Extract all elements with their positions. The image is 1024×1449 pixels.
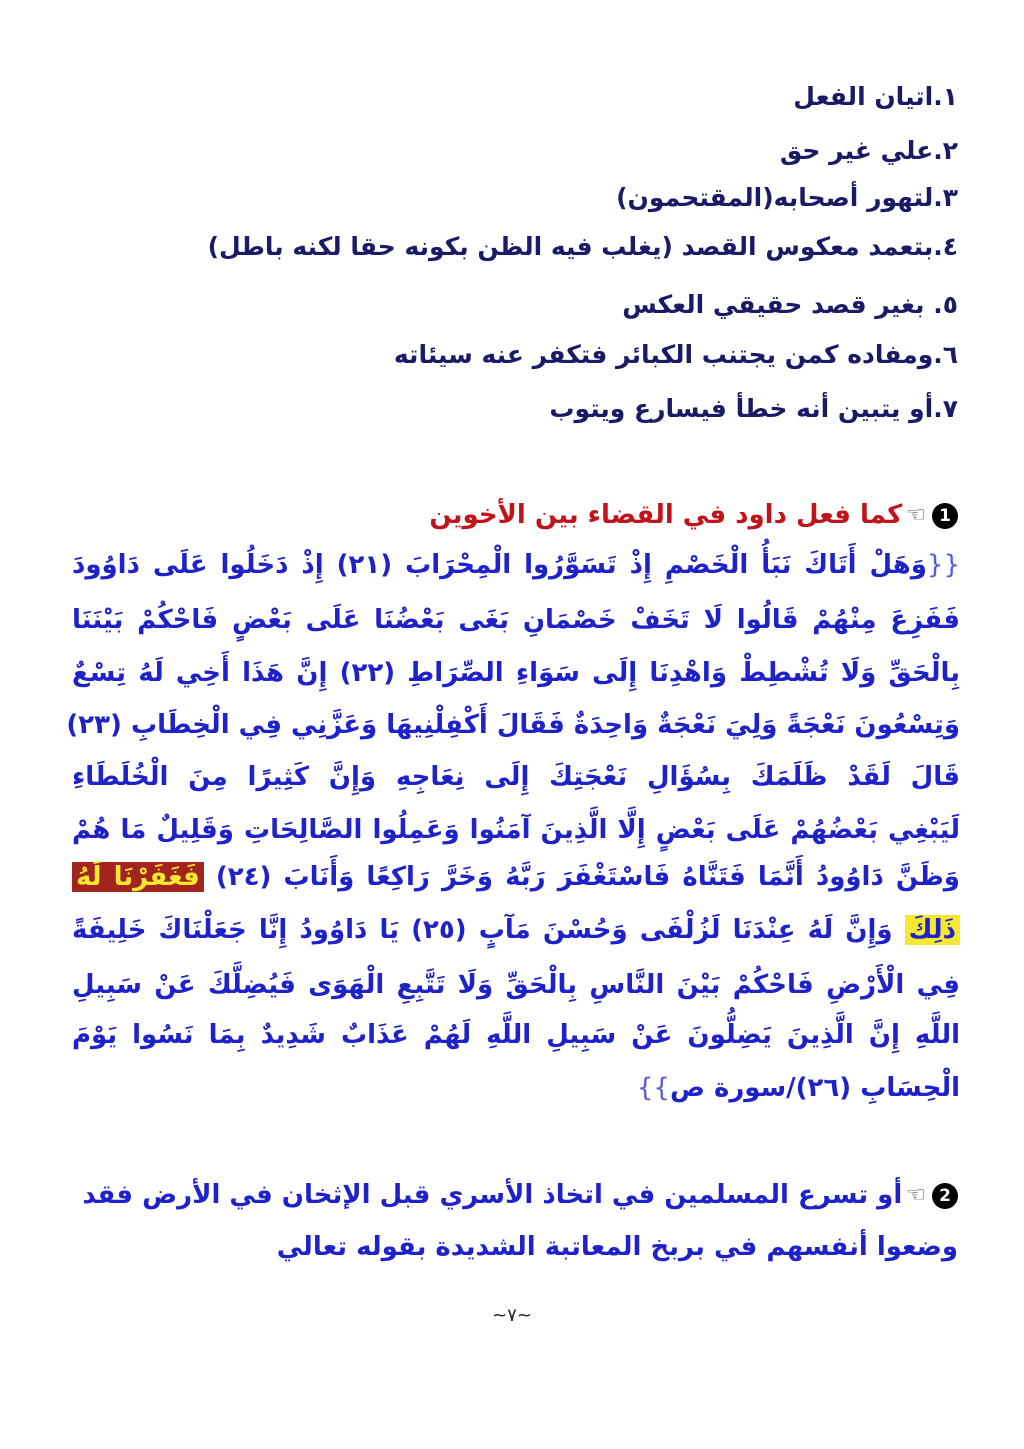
highlight-red-text: فَغَفَرْنَا لَهُ <box>72 862 204 892</box>
verse-line-1 <box>72 550 960 580</box>
verse-last-text: الْحِسَابِ (٢٦)/سورة ص <box>669 1073 960 1103</box>
brace-close: }} <box>636 1073 670 1103</box>
verse-line-3: بِالْحَقِّ وَلَا تُشْطِطْ وَاهْدِنَا إِلَى سَوَاءِ الصِّرَاطِ (٢٢) إِنَّ هَذَا أَخِي لَهُ تِسْعٌ <box>72 658 960 688</box>
verse-line-6: لَيَبْغِي بَعْضُهُمْ عَلَى بَعْضٍ إِلَّا الَّذِينَ آمَنُوا وَعَمِلُوا الصَّالِحَاتِ وَقَلِيلٌ مَا هُمْ <box>72 815 960 845</box>
verse-line-7 <box>72 862 960 892</box>
verse-line-8 <box>72 915 960 945</box>
list-item-2: ٢.علي غير حق <box>779 136 958 165</box>
list-item-7: ٧.أو يتبين أنه خطأ فيسارع ويتوب <box>549 394 958 423</box>
highlight-yellow-text: ذَلِكَ <box>905 915 960 945</box>
verse-line-9: فِي الْأَرْضِ فَاحْكُمْ بَيْنَ النَّاسِ بِالْحَقِّ وَلَا تَتَّبِعِ الْهَوَى فَيُضِلَّكَ عَنْ سَبِيلِ <box>72 970 960 1000</box>
section1-heading <box>429 500 958 530</box>
section1-title: كما فعل داود في القضاء بين الأخوين <box>429 500 903 530</box>
section2-line-1 <box>82 1180 958 1210</box>
list-item-5: ٥. بغير قصد حقيقي العكس <box>622 290 958 319</box>
verse-line-11 <box>637 1073 960 1103</box>
verse-text: وَهَلْ أَتَاكَ نَبَأُ الْخَصْمِ إِذْ تَسَوَّرُوا الْمِحْرَابَ (٢١) إِذْ دَخَلُوا عَلَى دَاوُودَ <box>72 550 927 580</box>
page-number: ~٧~ <box>492 1305 532 1326</box>
section2-line-2: وضعوا أنفسهم في بربخ المعاتبة الشديدة بقوله تعالي <box>276 1232 958 1262</box>
pointing-hand-icon: ☜ <box>906 503 926 528</box>
verse-line-10: اللَّهِ إِنَّ الَّذِينَ يَضِلُّونَ عَنْ سَبِيلِ اللَّهِ لَهُمْ عَذَابٌ شَدِيدٌ بِمَا نَسُوا يَوْمَ <box>72 1020 960 1050</box>
bullet-one-icon: 1 <box>932 503 958 529</box>
brace-open: {{ <box>926 550 961 580</box>
list-item-6: ٦.ومفاده كمن يجتنب الكبائر فتكفر عنه سيئاته <box>393 340 958 369</box>
verse-line-5: قَالَ لَقَدْ ظَلَمَكَ بِسُؤَالِ نَعْجَتِكَ إِلَى نِعَاجِهِ وَإِنَّ كَثِيرًا مِنَ الْخُلَطَاءِ <box>72 762 960 792</box>
list-item-1: ١.اتيان الفعل <box>793 82 958 111</box>
verse-line-8-text: وَإِنَّ لَهُ عِنْدَنَا لَزُلْفَى وَحُسْنَ مَآبٍ (٢٥) يَا دَاوُودُ إِنَّا جَعَلْنَاكَ خَلِيفَةً <box>72 915 893 945</box>
section2-text-1: أو تسرع المسلمين في اتخاذ الأسري قبل الإثخان في الأرض فقد <box>82 1180 903 1210</box>
verse-line-2: فَفَزِعَ مِنْهُمْ قَالُوا لَا تَخَفْ خَصْمَانِ بَغَى بَعْضُنَا عَلَى بَعْضٍ فَاحْكُمْ بَيْنَنَا <box>72 605 960 635</box>
pointing-hand-icon: ☜ <box>906 1183 926 1208</box>
verse-line-7-text: وَظَنَّ دَاوُودُ أَنَّمَا فَتَنَّاهُ فَاسْتَغْفَرَ رَبَّهُ وَخَرَّ رَاكِعًا وَأَنَابَ (٢٤) <box>215 862 960 892</box>
list-item-3: ٣.لتهور أصحابه(المقتحمون) <box>616 183 958 212</box>
verse-line-4: وَتِسْعُونَ نَعْجَةً وَلِيَ نَعْجَةٌ وَاحِدَةٌ فَقَالَ أَكْفِلْنِيهَا وَعَزَّنِي فِي الْخِطَابِ (٢٣) <box>66 710 960 740</box>
bullet-two-icon: 2 <box>932 1183 958 1209</box>
list-item-4: ٤.بتعمد معكوس القصد (يغلب فيه الظن بكونه حقا لكنه باطل) <box>207 232 958 261</box>
